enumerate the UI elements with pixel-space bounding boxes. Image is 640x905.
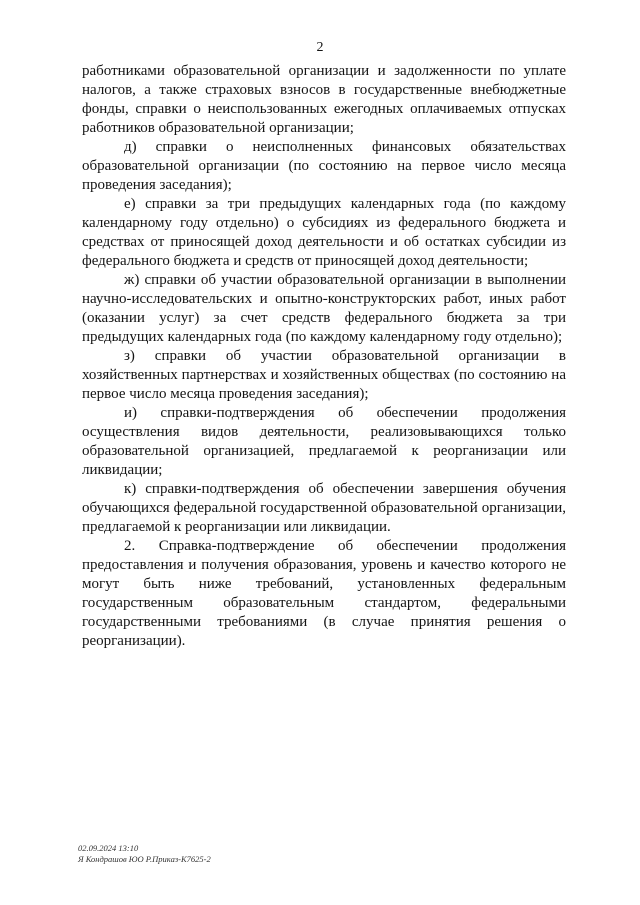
paragraph: и) справки-подтверждения об обеспечении продолжения осуществления видов деятельности, реализовывающихся только образовательной организацией, предлагаемой к реорганизации или ликвидации; [82,405,566,478]
paragraph: 2. Справка-подтверждение об обеспечении продолжения предоставления и получения образования, уровень и качество которого не могут быть ниже требований, установленных федеральным государственным образовательным стандартом, федеральными государственными требованиями (в случае принятия решения о реорганизации). [82,538,566,649]
document-body [82,62,566,651]
paragraph: з) справки об участии образовательной организации в хозяйственных партнерствах и хозяйственных обществах (по состоянию на первое число месяца проведения заседания); [82,348,566,402]
paragraph: е) справки за три предыдущих календарных года (по каждому календарному году отдельно) о субсидиях из федерального бюджета и средствах от приносящей доход деятельности и об остатках субсидии из федерального бюджета и средств от приносящей доход деятельности; [82,196,566,269]
page-number: 2 [316,40,324,55]
paragraph: работниками образовательной организации и задолженности по уплате налогов, а также страховых взносов в государственные внебюджетные фонды, справки о неиспользованных ежегодных оплачиваемых отпусках работников образовательной организации; [82,63,566,136]
paragraph: ж) справки об участии образовательной организации в выполнении научно-исследовательских и опытно-конструкторских работ, иных работ (оказании услуг) за счет средств федерального бюджета за три предыдущих календарных года (по каждому календарному году отдельно); [82,272,566,345]
footer-date: 02.09.2024 13:10 [78,843,139,853]
footer-stamp [78,843,211,865]
paragraph: д) справки о неисполненных финансовых обязательствах образовательной организации (по состоянию на первое число месяца проведения заседания); [82,139,566,193]
footer-reference: Я Кондрашов ЮО Р.Приказ-К7625-2 [78,854,211,864]
paragraph: к) справки-подтверждения об обеспечении завершения обучения обучающихся федеральной государственной образовательной организации, предлагаемой к реорганизации или ликвидации. [82,481,566,535]
